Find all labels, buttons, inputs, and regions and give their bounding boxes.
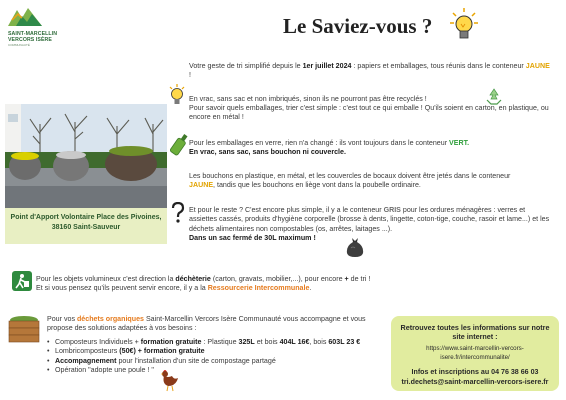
info-phone: Infos et inscriptions au 04 76 38 66 03 [411,368,539,377]
vrac-headline: En vrac, sans sac et non imbriqués, sinon ils ne pourront pas être recyclés ! [189,95,427,103]
list-item: • Lombricomposteurs (50€) + formation gratuite [47,347,387,356]
trash-bag-icon [344,236,366,258]
glass-bottle-icon [170,133,188,157]
hen-icon [158,368,180,392]
logo-mountains-icon [8,6,42,26]
logo-sub: VERCORS ISÈRE [8,37,52,43]
lightbulb-icon [450,8,478,42]
vrac-body: Pour savoir quels emballages, trier c'est simple : c'est tout ce qui emballe ! Qu'ils soient en carton, en plastique, ou encore en métal ! [189,104,549,122]
reste-text: Et pour le reste ? C'est encore plus simple, il y a le conteneur GRIS pour les ordures ménagères : verres et assiettes cassés, produits d'hygiène corporelle (brosse à dents, lingette, coton-tige, couche, rasoir et lame...) et les déchets alimentaires non compostables (os, arrêtes, laitages ...). Dans un sac fermé de 30L maximum ! [189,206,550,243]
collection-point-photo [5,104,167,208]
email-link[interactable]: tri.dechets@saint-marcellin-vercors-isere.fr [401,377,549,386]
verre-text: Pour les emballages en verre, rien n'a changé : ils vont toujours dans le conteneur VERT. En vrac, sans sac, sans bouchon ni couvercle. [189,139,470,157]
logo-tag: COMMUNAUTÉ [8,43,30,47]
compost-list [47,338,387,376]
compost-intro: Pour vos déchets organiques Saint-Marcellin Vercors Isère Communauté vous accompagne et vous propose des solutions adaptées à vos besoins : [47,315,366,333]
page-title: Le Saviez-vous ? [283,14,433,38]
intro-text: Votre geste de tri simplifié depuis le 1er juillet 2024 : papiers et emballages, tous réunis dans le conteneur JAUNE ! [189,62,550,80]
list-item: • Composteurs Individuels + formation gratuite : Plastique 325L et bois 404L 16€, bois 603L 23 € [47,338,387,347]
contact-info-box [391,316,559,391]
encombrants-text: Pour les objets volumineux c'est direction la déchèterie (carton, gravats, mobilier,...), pour encore + de tri ! Et si vous pensez qu'ils peuvent servir encore, il y a la Ressourcerie Intercommunale. [36,275,371,293]
bouchons-text: Les bouchons en plastique, en métal, et les couvercles de bocaux doivent être jetés dans le conteneur JAUNE, tandis que les bouchons en liège vont dans la poubelle ordinaire. [189,172,511,190]
recycle-icon [485,88,503,105]
photo-caption: Point d'Apport Volontaire Place des Pivoines, 38160 Saint-Sauveur [5,208,167,244]
logo-name: SAINT-MARCELLIN [8,31,58,37]
recycling-center-icon [12,271,32,291]
info-heading: Retrouvez toutes les informations sur notre site internet : [400,323,550,342]
logo [8,6,68,50]
list-item: • Opération "adopte une poule ! " [47,366,387,375]
lightbulb-icon [168,84,186,106]
question-mark-icon [170,202,186,224]
compost-bin-icon [6,315,42,345]
website-link[interactable]: https://www.saint-marcellin-vercors-isere.fr/intercommunalite/ [426,345,524,362]
list-item: • Accompagnement pour l'installation d'un site de compostage partagé [47,357,387,366]
